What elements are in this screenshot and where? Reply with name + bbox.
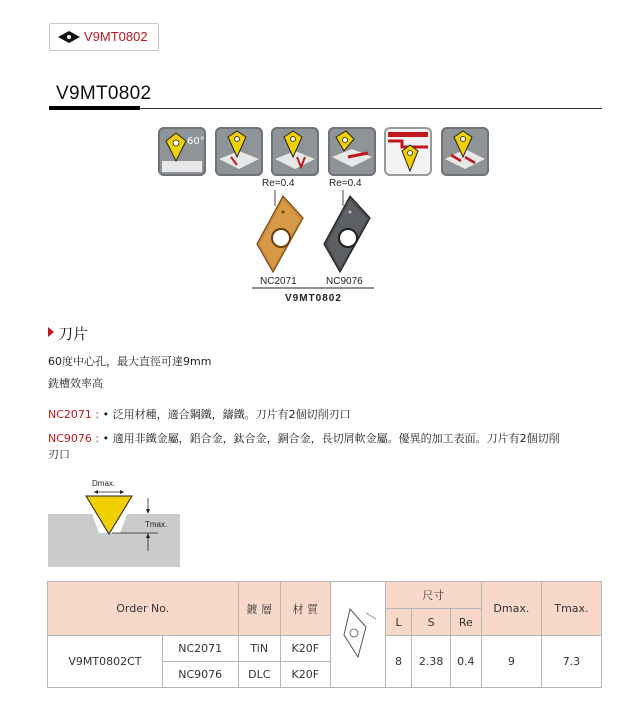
s-cell: 2.38 bbox=[412, 636, 450, 688]
grade-cell: NC9076 bbox=[162, 662, 238, 688]
turning-face-icon bbox=[215, 127, 263, 176]
angle-label: 60° bbox=[187, 136, 205, 147]
material-cell: K20F bbox=[280, 636, 330, 662]
dmax-label: Dmax. bbox=[92, 479, 116, 488]
tmax-cell: 7.3 bbox=[541, 636, 601, 688]
rhombus-insert-icon bbox=[58, 31, 80, 43]
title-rule-thin bbox=[140, 108, 602, 109]
insert-sketch-icon bbox=[336, 603, 380, 663]
grade-line-nc9076-cont: 刃口 bbox=[48, 448, 70, 461]
60-degree-center-hole-icon bbox=[158, 127, 206, 176]
spec-table bbox=[47, 581, 602, 688]
right-grade-label: NC9076 bbox=[326, 276, 363, 287]
grade-line-nc2071 bbox=[48, 406, 351, 422]
tmax-label: Tmax. bbox=[145, 520, 168, 529]
nc2071-insert bbox=[257, 196, 303, 272]
table-row bbox=[48, 636, 602, 662]
section-bullet-icon bbox=[48, 327, 54, 337]
l-cell: 8 bbox=[385, 636, 412, 688]
insert-model-label: V9MT0802 bbox=[285, 293, 342, 304]
grade-code: NC2071 : bbox=[48, 408, 100, 421]
header-dmax: Dmax. bbox=[481, 582, 541, 636]
coating-cell: TiN bbox=[238, 636, 280, 662]
section-title: 刀片 bbox=[58, 325, 89, 343]
header-material: 材 質 bbox=[280, 582, 330, 636]
grooving-profile-icon bbox=[384, 127, 432, 176]
grade-cell: NC2071 bbox=[162, 636, 238, 662]
header-size: 尺寸 bbox=[385, 582, 481, 609]
profiling-icon bbox=[271, 127, 319, 176]
header-order-no: Order No. bbox=[48, 582, 239, 636]
re-cell: 0.4 bbox=[450, 636, 481, 688]
order-no-cell: V9MT0802CT bbox=[48, 636, 163, 688]
left-radius-label: Re=0.4 bbox=[262, 178, 295, 189]
copying-icon bbox=[328, 127, 376, 176]
header-re: Re bbox=[450, 609, 481, 636]
grade-code: NC9076 : bbox=[48, 432, 100, 445]
header-tmax: Tmax. bbox=[541, 582, 601, 636]
header-l: L bbox=[385, 609, 412, 636]
grade-desc: • 泛用材種，適合鋼鐵，鑄鐵。刀片有2個切削刃口 bbox=[102, 408, 351, 421]
right-radius-label: Re=0.4 bbox=[329, 178, 362, 189]
left-grade-label: NC2071 bbox=[260, 276, 297, 287]
page-title: V9MT0802 bbox=[56, 83, 152, 104]
feature-line-2: 銑槽效率高 bbox=[48, 377, 103, 390]
title-rule-thick bbox=[49, 106, 140, 110]
material-cell: K20F bbox=[280, 662, 330, 688]
header-s: S bbox=[412, 609, 450, 636]
grade-line-nc9076 bbox=[48, 430, 608, 446]
header-coating: 鍍 層 bbox=[238, 582, 280, 636]
insert-sketch-cell bbox=[330, 582, 385, 688]
model-tag-label: V9MT0802 bbox=[84, 29, 148, 44]
coating-cell: DLC bbox=[238, 662, 280, 688]
chamfer-turning-icon bbox=[441, 127, 489, 176]
grade-desc: • 適用非鐵金屬，鋁合金，鈦合金，銅合金，長切屑軟金屬。優異的加工表面。刀片有2個切削 bbox=[102, 432, 560, 445]
dmax-cell: 9 bbox=[481, 636, 541, 688]
nc9076-insert bbox=[324, 196, 370, 272]
feature-line-1: 60度中心孔，最大直徑可達9mm bbox=[48, 355, 212, 368]
model-tag[interactable] bbox=[49, 23, 159, 51]
